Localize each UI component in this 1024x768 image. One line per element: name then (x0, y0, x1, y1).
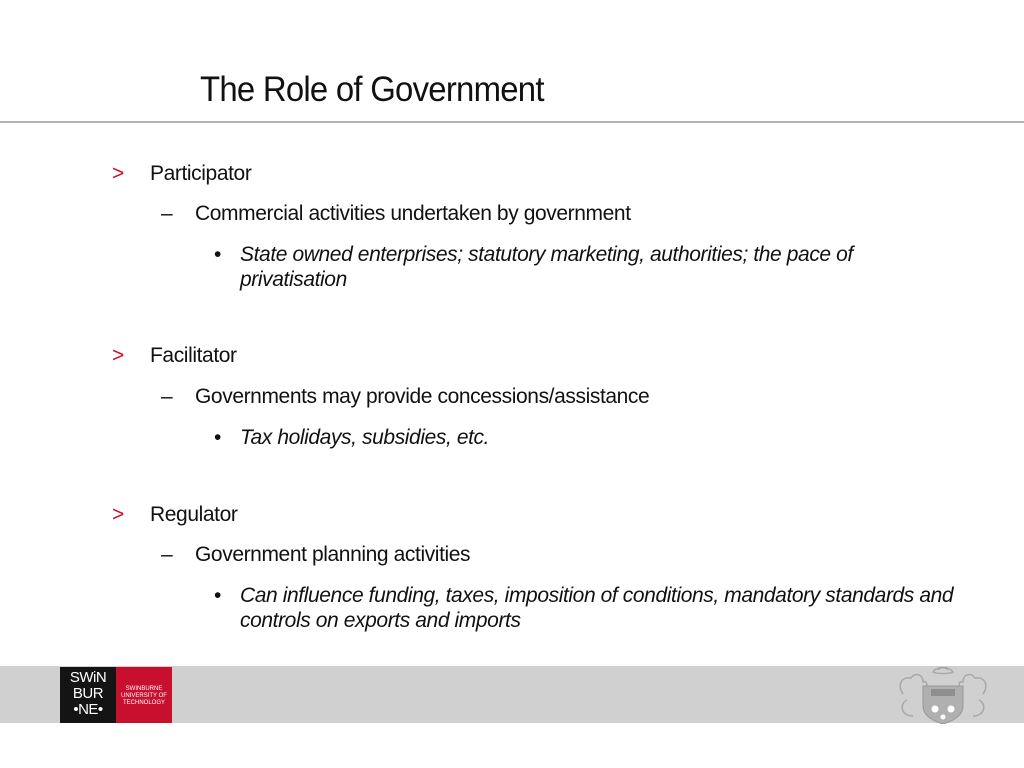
detail-bullet-text: Tax holidays, subsidies, etc. (240, 426, 490, 449)
bullet-regulator (112, 503, 238, 527)
dash-bullet-icon: – (161, 543, 173, 566)
logo-wordmark-line: •NE• (73, 701, 103, 718)
swinburne-logo (60, 667, 172, 723)
sub-bullet (161, 202, 631, 226)
detail-bullet (214, 583, 960, 633)
logo-name-line: UNIVERSITY OF (121, 693, 167, 699)
detail-bullet-text: Can influence funding, taxes, imposition of conditions, mandatory standards and controls on exports and imports (240, 584, 954, 632)
logo-name-block (116, 667, 172, 723)
bullet-facilitator (112, 344, 237, 368)
logo-name-line: SWINBURNE (125, 686, 163, 692)
slide-title: The Role of Government (200, 70, 544, 109)
chevron-bullet-icon: > (112, 503, 124, 526)
bullet-heading: Participator (150, 162, 252, 185)
detail-bullet (214, 242, 960, 292)
logo-name-line: TECHNOLOGY (122, 700, 165, 706)
sub-bullet-text: Government planning activities (195, 543, 471, 566)
bullet-participator (112, 162, 252, 186)
chevron-bullet-icon: > (112, 162, 124, 185)
bullet-heading: Regulator (150, 503, 238, 526)
logo-wordmark-line: SWiN (69, 669, 107, 686)
sub-bullet (161, 385, 650, 409)
bullet-heading: Facilitator (150, 344, 237, 367)
sub-bullet-text: Commercial activities undertaken by government (195, 202, 631, 225)
university-crest-icon (893, 664, 993, 724)
dot-bullet-icon: • (214, 243, 221, 266)
logo-wordmark (60, 667, 116, 723)
dot-bullet-icon: • (214, 584, 221, 607)
chevron-bullet-icon: > (112, 344, 124, 367)
logo-wordmark-line: BUR (72, 685, 104, 702)
dash-bullet-icon: – (161, 385, 173, 408)
sub-bullet-text: Governments may provide concessions/assistance (195, 385, 650, 408)
sub-bullet (161, 543, 471, 567)
title-divider (0, 121, 1024, 123)
detail-bullet (214, 425, 960, 450)
detail-bullet-text: State owned enterprises; statutory marketing, authorities; the pace of privatisation (240, 243, 853, 291)
dot-bullet-icon: • (214, 426, 221, 449)
dash-bullet-icon: – (161, 202, 173, 225)
